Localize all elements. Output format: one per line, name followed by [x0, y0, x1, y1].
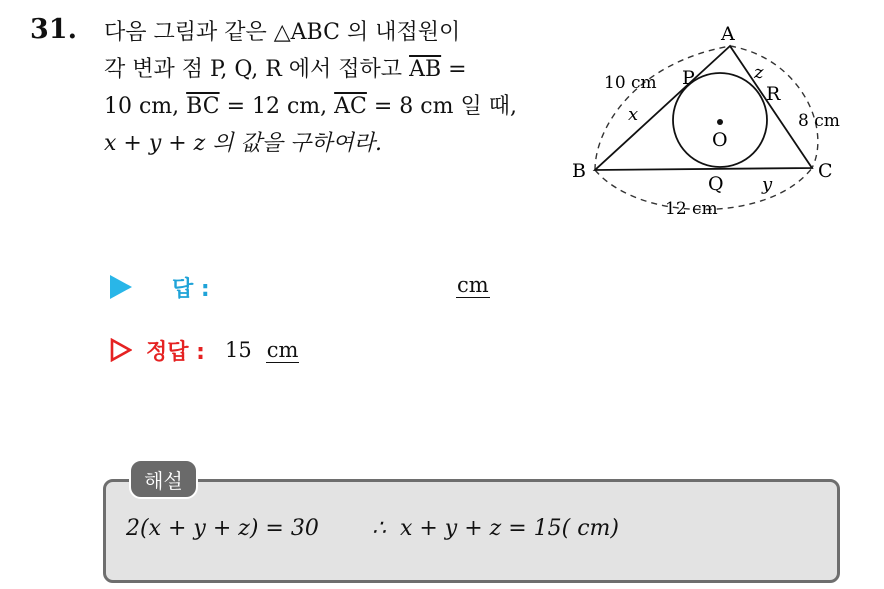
solution-conclusion: ∴ x + y + z = 15( cm)	[372, 516, 620, 541]
center-o: O	[712, 129, 728, 151]
correct-answer-row	[110, 333, 299, 367]
var-y: y	[762, 174, 773, 195]
answer-row	[110, 270, 210, 304]
question-line-1: 다음 그림과 같은 △ABC 의 내접원이	[104, 20, 461, 45]
var-x: x	[628, 104, 639, 125]
label-ac: 8 cm	[798, 111, 840, 131]
vertex-b: B	[572, 160, 586, 182]
segment-ab: $\overline{AB}$	[409, 57, 442, 82]
question-line-3-b: = 12 cm,	[219, 94, 335, 119]
hollow-triangle-icon	[110, 338, 132, 362]
point-q: Q	[708, 173, 724, 195]
vertex-c: C	[818, 160, 833, 182]
solution-equation: 2(x + y + z) = 30	[126, 516, 319, 541]
question-line-3-c: = 8 cm 일 때,	[366, 94, 517, 119]
solution-tab: 해설	[129, 459, 198, 499]
point-r: R	[766, 83, 781, 105]
point-p: P	[682, 67, 695, 89]
question-text	[104, 14, 554, 162]
correct-answer-label: 정답 :	[146, 339, 205, 365]
question-line-3	[104, 88, 554, 125]
correct-answer-unit: cm	[266, 337, 299, 362]
answer-input-unit[interactable]: cm	[457, 273, 489, 297]
label-bc: 12 cm	[665, 199, 718, 219]
question-number: 31.	[30, 14, 77, 45]
center-o-dot	[717, 119, 723, 125]
question-line-3-a: 10 cm,	[104, 94, 187, 119]
question-line-2-text: 각 변과 점 P, Q, R 에서 접하고	[104, 57, 410, 82]
var-z: z	[754, 62, 764, 83]
segment-bc: $\overline{BC}$	[186, 94, 220, 119]
question-line-2-equals: =	[441, 57, 467, 82]
question-line-4: x + y + z 의 값을 구하여라.	[104, 131, 383, 156]
question-line-2	[104, 51, 554, 88]
correct-answer-value: 15	[224, 338, 252, 362]
vertex-a: A	[721, 23, 735, 45]
play-triangle-icon	[110, 275, 132, 299]
answer-label: 답 :	[172, 276, 210, 302]
incircle-figure	[560, 18, 880, 228]
segment-ac: $\overline{AC}$	[334, 94, 367, 119]
label-ab: 10 cm	[604, 73, 657, 93]
